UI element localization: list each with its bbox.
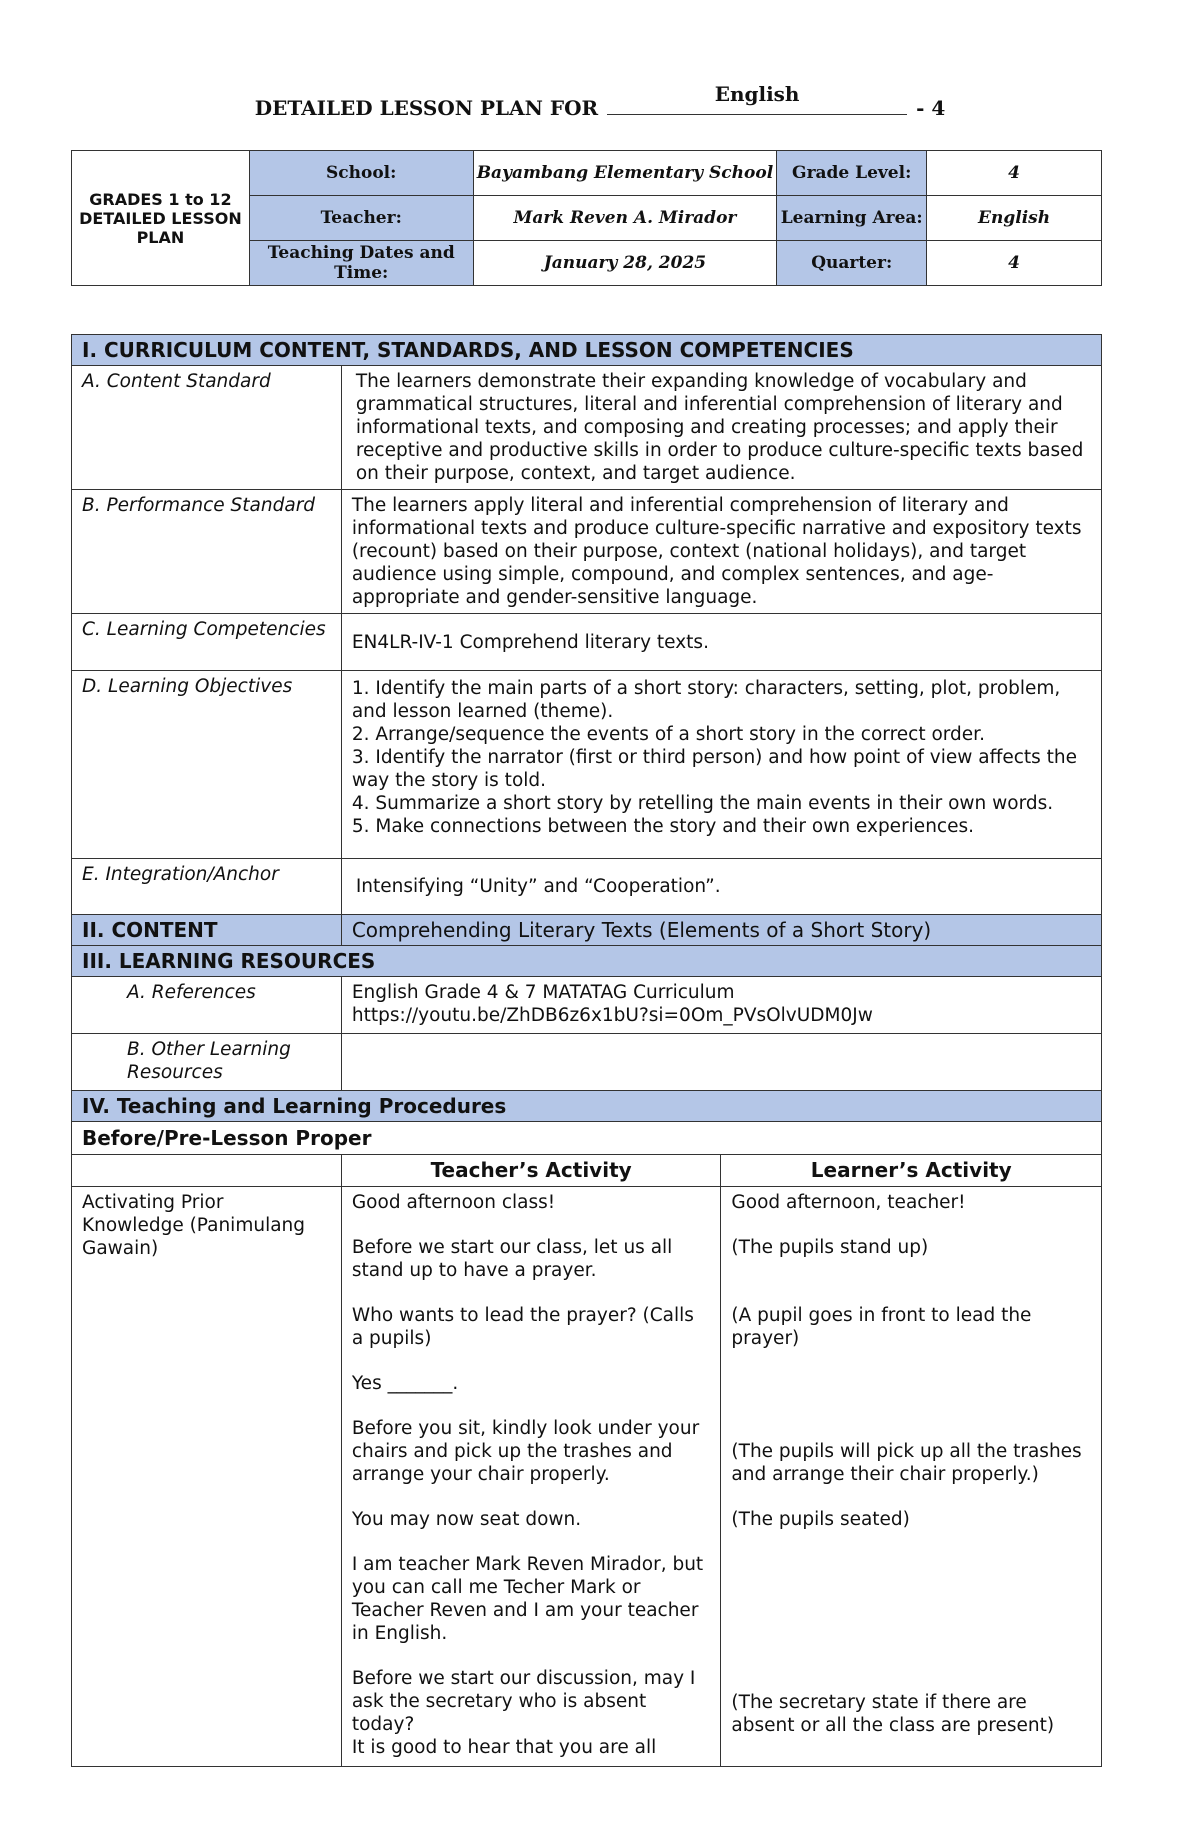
grade-level-label: Grade Level:	[777, 151, 927, 196]
other-resources-value	[341, 1034, 1101, 1091]
quarter-label: Quarter:	[777, 241, 927, 286]
learner-line: (The pupils will pick up all the trashes and arrange their chair properly.)	[731, 1441, 1082, 1485]
references-link[interactable]: https://youtu.be/ZhDB6z6x1bU?si=0Om_PVsOlvUDM0Jw	[351, 1005, 873, 1026]
title-subject: English	[714, 82, 800, 106]
procedures-subheading: Before/Pre-Lesson Proper	[72, 1122, 1102, 1155]
objectives-label: D. Learning Objectives	[72, 671, 342, 859]
teacher-activity-cell	[341, 1187, 721, 1767]
lesson-plan-table	[71, 334, 1102, 1767]
references-text	[341, 977, 1101, 1034]
competencies-label: C. Learning Competencies	[72, 614, 342, 671]
learning-area-value: English	[927, 196, 1102, 241]
teacher-line: It is good to hear that you are all	[351, 1737, 657, 1758]
teacher-line: You may now seat down.	[351, 1509, 582, 1530]
learner-activity-header: Learner’s Activity	[721, 1155, 1102, 1187]
activating-prior-knowledge-label: Activating Prior Knowledge (Panimulang Gawain)	[72, 1187, 342, 1767]
competencies-text: EN4LR-IV-1 Comprehend literary texts.	[341, 614, 1101, 671]
learner-line: Good afternoon, teacher!	[731, 1192, 966, 1213]
other-resources-label: B. Other Learning Resources	[72, 1034, 342, 1091]
teacher-line: Good afternoon class!	[351, 1192, 556, 1213]
grades-label: GRADES 1 to 12 DETAILED LESSON PLAN	[72, 151, 250, 286]
content-standard-text: The learners demonstrate their expanding knowledge of vocabulary and grammatical structures, literal and inferential comprehension of literary and informational texts, and composing and creating processes; and apply their receptive and productive skills in order to produce culture-specific texts based on their purpose, context, and target audience.	[341, 366, 1101, 490]
page-title	[0, 82, 1200, 120]
teacher-line: Before you sit, kindly look under your chairs and pick up the trashes and arrange your chair properly.	[351, 1418, 700, 1485]
school-value: Bayambang Elementary School	[473, 151, 777, 196]
teacher-line: I am teacher Mark Reven Mirador, but you can call me Techer Mark or Teacher Reven and I am your teacher in English.	[351, 1554, 704, 1644]
objective-item: 4. Summarize a short story by retelling the main events in their own words.	[351, 793, 1054, 814]
title-suffix: - 4	[916, 96, 946, 120]
teaching-dates-value: January 28, 2025	[473, 241, 777, 286]
learner-line: (The pupils seated)	[731, 1509, 910, 1530]
content-standard-label: A. Content Standard	[72, 366, 342, 490]
objectives-list	[341, 671, 1101, 859]
title-subject-blank	[607, 82, 907, 115]
teacher-line: Before we start our discussion, may I ask the secretary who is absent today?	[351, 1668, 696, 1735]
quarter-value: 4	[927, 241, 1102, 286]
content-heading: II. CONTENT	[72, 915, 342, 946]
objective-item: 1. Identify the main parts of a short story: characters, setting, plot, problem, and lesson learned (theme).	[351, 678, 1061, 722]
teaching-dates-label: Teaching Dates and Time:	[249, 241, 473, 286]
school-label: School:	[249, 151, 473, 196]
learner-activity-cell	[721, 1187, 1102, 1767]
grade-level-value: 4	[927, 151, 1102, 196]
teacher-value: Mark Reven A. Mirador	[473, 196, 777, 241]
performance-standard-text: The learners apply literal and inferential comprehension of literary and informational texts and produce culture-specific narrative and expository texts (recount) based on their purpose, context (national holidays), and target audience using simple, compound, and complex sentences, and age-appropriate and gender-sensitive language.	[341, 490, 1101, 614]
teacher-line: Who wants to lead the prayer? (Calls a pupils)	[351, 1305, 694, 1349]
resources-heading: III. LEARNING RESOURCES	[72, 946, 1102, 977]
references-label: A. References	[72, 977, 342, 1034]
teacher-line: Yes _______.	[351, 1373, 459, 1394]
references-line: English Grade 4 & 7 MATATAG Curriculum	[351, 982, 735, 1003]
teacher-activity-header: Teacher’s Activity	[341, 1155, 721, 1187]
curriculum-heading: I. CURRICULUM CONTENT, STANDARDS, AND LESSON COMPETENCIES	[72, 335, 1102, 366]
integration-label: E. Integration/Anchor	[72, 859, 342, 915]
empty-header-cell	[72, 1155, 342, 1187]
procedures-heading: IV. Teaching and Learning Procedures	[72, 1091, 1102, 1122]
objective-item: 2. Arrange/sequence the events of a short story in the correct order.	[351, 724, 985, 745]
learner-line: (The pupils stand up)	[731, 1237, 929, 1258]
teacher-line: Before we start our class, let us all stand up to have a prayer.	[351, 1237, 673, 1281]
integration-text: Intensifying “Unity” and “Cooperation”.	[341, 859, 1101, 915]
content-text: Comprehending Literary Texts (Elements of a Short Story)	[341, 915, 1101, 946]
learning-area-label: Learning Area:	[777, 196, 927, 241]
objective-item: 3. Identify the narrator (first or third person) and how point of view affects the way the story is told.	[351, 747, 1078, 791]
header-table	[71, 150, 1102, 286]
teacher-label: Teacher:	[249, 196, 473, 241]
learner-line: (A pupil goes in front to lead the prayer)	[731, 1305, 1032, 1349]
performance-standard-label: B. Performance Standard	[72, 490, 342, 614]
objective-item: 5. Make connections between the story and their own experiences.	[351, 816, 974, 837]
learner-line: (The secretary state if there are absent or all the class are present)	[731, 1692, 1055, 1736]
title-prefix: DETAILED LESSON PLAN FOR	[254, 96, 599, 120]
